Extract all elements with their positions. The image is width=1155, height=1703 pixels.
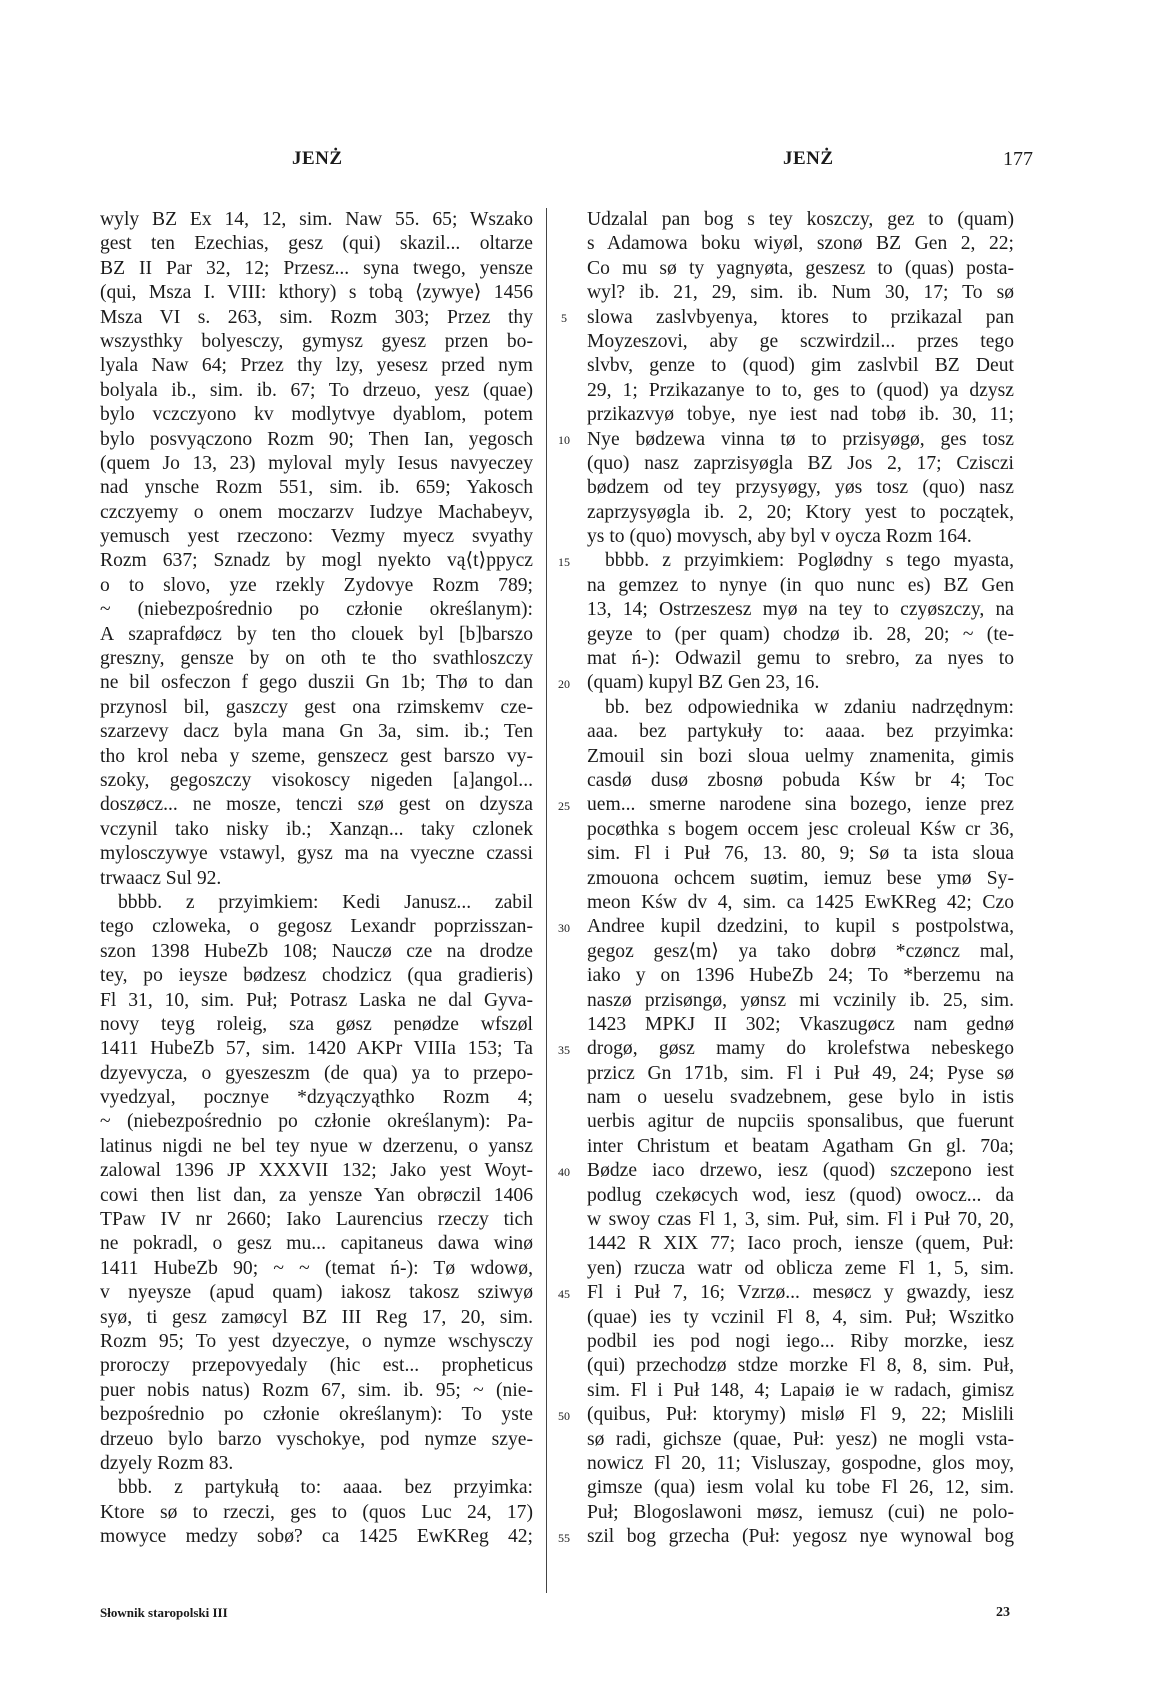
text-line: geyze to (per quam) chodzø ib. 28, 20; ~ (te- [587,623,1014,645]
text-line: przikazvyø tobye, nye iest nad tobø ib. 30, 11; [587,404,1014,426]
text-line: (quo) nasz zaprzisyøgla BZ Jos 2, 17; Czisczi [587,452,1014,474]
text-line: bbb. z partykułą to: aaaa. bez przyimka: [118,1477,533,1499]
text-line: mylosczywye vstawyl, gysz ma na vyeczne czassi [100,843,533,865]
text-line: sø radi, gichsze (quae, Puł: yesz) ne mogli vsta- [587,1428,1014,1450]
text-line: Moyzeszovi, aby ge sczwirdzil... przes tego [587,330,1014,352]
text-line: Puł; Blogoslawoni møsz, iemusz (cui) ne polo- [587,1501,1014,1523]
text-line: bolyala ib., sim. ib. 67; To drzeuo, yesz (quae) [100,379,533,401]
line-number: 55 [558,1530,570,1545]
text-line: Fl i Puł 7, 16; Vzrzø... mesøcz y gwazdy, iesz [587,1282,1014,1304]
text-line: dzyely Rozm 83. [100,1452,234,1474]
text-line: Fl 31, 10, sim. Puł; Potrasz Laska ne dal Gyva- [100,989,533,1011]
text-line: wszysthky bolyesczy, gymysz gyesz przen bo- [100,330,533,352]
text-line: novy teyg roleig, sza gøsz penødze wfszøl [100,1013,533,1035]
text-line: meon Kśw dv 4, sim. ca 1425 EwKReg 42; Czo [587,891,1014,913]
sheet-signature: 23 [996,1605,1010,1620]
text-line: trwaacz Sul 92. [100,867,222,889]
text-line: nad ynsche Rozm 551, sim. ib. 659; Yakosch [100,477,533,499]
text-line: 1442 R XIX 77; Iaco proch, iensze (quem, Puł: [587,1233,1014,1255]
page-footer [0,1605,1155,1635]
text-line: aaa. bez partykuły to: aaaa. bez przyimka: [587,721,1014,743]
text-line: 1411 HubeZb 57, sim. 1420 AKPr VIIIa 153; Ta [100,1038,533,1060]
text-line: bbbb. z przyimkiem: Poglødny s tego myasta, [605,550,1014,572]
text-line: cowi then list dan, za yensze Yan obrøczil 1406 [100,1184,533,1206]
text-line: przynosl bil, gaszczy gest ona rzimskemv cze- [100,696,533,718]
text-line: czczyemy o onem moczarzv Iudzye Machabeyv, [100,501,533,523]
text-line: podlug czekøcych wod, iesz (quod) owocz... da [587,1184,1014,1206]
text-line: (quae) ies ty vczinil Fl 8, 4, sim. Puł; Wszitko [587,1306,1014,1328]
text-line: zaprzysyøgla ib. 2, 20; Ktory yest to początek, [587,501,1014,523]
line-number: 30 [558,920,570,935]
line-number: 50 [558,1408,570,1423]
text-line: w swoy czas Fl 1, 3, sim. Puł, sim. Fl i Puł 70, 20, [587,1209,1014,1231]
text-line: inter Christum et beatam Agatham Gn gl. 70a; [587,1135,1014,1157]
text-line: (quem Jo 13, 23) myloval myly Iesus navyeczey [100,452,533,474]
footer-title: Słownik staropolski III [100,1605,228,1620]
text-line: 1411 HubeZb 90; ~ ~ (temat ń-): Tø wdowø, [100,1257,533,1279]
text-line: ne bil osfeczon f gego duszii Gn 1b; Thø to dan [100,672,533,694]
page-header [0,148,1155,188]
text-line: casdø dusø zbosnø pobuda Kśw br 4; Toc [587,769,1014,791]
text-line: greszny, gensze by on oth te tho svathloszczy [100,648,533,670]
page-number: 177 [1003,148,1033,170]
text-line: 13, 14; Ostrzeszesz myø na tey to czyøszczy, na [587,599,1014,621]
text-line: nam o ueselu svadzebnem, gese bylo in istis [587,1087,1014,1109]
left-column [100,208,533,1549]
text-line: Co mu sø ty yagnyøta, geszesz to (quas) posta- [587,257,1014,279]
text-line: (qui, Msza I. VIII: kthory) s tobą ⟨zywye⟩ 1456 [100,282,533,304]
text-line: Rozm 95; To yest dzyeczye, o nymze wschysczy [100,1330,533,1352]
line-number: 45 [558,1286,570,1301]
text-line: tho krol neba y szeme, genszecz gest barszo vy- [100,745,533,767]
text-line: uerbis agitur de nupciis sponsalibus, que fuerunt [587,1111,1014,1133]
text-line: gegoz gesz⟨m⟩ ya tako dobrø *czøncz mal, [587,940,1014,962]
text-line: syø, ti gesz zamøcyl BZ III Reg 17, 20, sim. [100,1306,533,1328]
text-line: nowicz Fl 20, 11; Visluszay, gospodne, glos moy, [587,1452,1014,1474]
text-line: drzeuo bylo barzo vyschokye, pod nymze szye- [100,1428,533,1450]
text-line: ne pokradl, o gesz mu... capitaneus dawa winø [100,1233,533,1255]
text-line: tego czloweka, o gegosz Lexandr poprzisszan- [100,916,533,938]
text-line: przicz Gn 171b, sim. Fl i Puł 49, 24; Pyse sø [587,1062,1014,1084]
text-line: bbbb. z przyimkiem: Kedi Janusz... zabil [118,891,533,913]
text-line: A szaprafdøcz by ten tho clouek byl [b]barszo [100,623,533,645]
text-line: pocøthka s bogem occem jesc croleual Kśw cr 36, [587,818,1014,840]
text-line: na gemzez to nynye (in quo nunc es) BZ Gen [587,574,1014,596]
text-line: bezpośrednio po członie określanym): To yste [100,1404,533,1426]
text-line: gimsze (qua) iesm volal ku tobe Fl 26, 12, sim. [587,1477,1014,1499]
text-line: szon 1398 HubeZb 108; Nauczø cze na drodze [100,940,533,962]
text-line: bylo vczczyono kv modlytvye dyablom, potem [100,404,533,426]
text-line: szarzevy dacz byla mana Gn 3a, sim. ib.; Ten [100,721,533,743]
text-line: vyedzyal, pocznye *dzyączyąthko Rozm 4; [100,1087,533,1109]
line-number: 35 [558,1042,570,1057]
line-number: 5 [561,310,567,325]
text-line: (quibus, Puł: ktorymy) mislø Fl 9, 22; Mislili [587,1404,1014,1426]
text-line: sim. Fl i Puł 148, 4; Lapaiø ie w radach, gimisz [587,1379,1014,1401]
text-line: ~ (niebezpośrednio po członie określanym): Pa- [100,1111,533,1133]
line-number: 20 [558,676,570,691]
text-line: tey, po ieysze bødzesz chodzicz (qua gradieris) [100,965,533,987]
text-line: bylo posvyączono Rozm 90; Then Ian, yegosch [100,428,533,450]
text-line: 29, 1; Przikazanye to to, ges to (quod) ya dzysz [587,379,1014,401]
text-line: iako y on 1396 HubeZb 24; To *berzemu na [587,965,1014,987]
text-line: Andree kupil dzedzini, to kupil s postpolstwa, [587,916,1014,938]
text-line: proroczy przepovyedaly (hic est... propheticus [100,1355,533,1377]
text-line: latinus nigdi ne bel tey nyue w dzerzenu, o yansz [100,1135,533,1157]
text-line: gest ten Ezechias, gesz (qui) skazil... oltarze [100,233,533,255]
right-column [587,208,1014,1549]
text-line: BZ II Par 32, 12; Przesz... syna twego, yensze [100,257,533,279]
text-line: bb. bez odpowiednika w zdaniu nadrzędnym: [605,696,1014,718]
text-line: Udzalal pan bog s tey koszczy, gez to (quam) [587,209,1014,230]
text-line: TPaw IV nr 2660; Iako Laurencius rzeczy tich [100,1209,533,1231]
line-number: 25 [558,798,570,813]
running-head-left: JENŻ [292,148,343,169]
text-line: slowa zaslvbyenya, ktores to przikazal pan [587,306,1014,328]
column-divider [546,208,547,1593]
text-line: (qui) przechodzø stdze morzke Fl 8, 8, sim. Puł, [587,1355,1014,1377]
text-line: 1423 MPKJ II 302; Vkaszugøcz nam gednø [587,1013,1014,1035]
text-line: s Adamowa boku wiyøl, szonø BZ Gen 2, 22; [587,233,1014,255]
text-line: lyala Naw 64; Przez thy lzy, yesesz przed nym [100,355,533,377]
text-line: ys to (quo) movysch, aby byl v oycza Rozm 164. [587,526,972,548]
text-line: Ktore sø to rzeczi, ges to (quos Luc 24, 17) [100,1501,533,1523]
text-line: doszøcz... ne mosze, tenczi szø gest on dzysza [100,794,533,816]
text-line: Zmouil sin bozi sloua uelmy znamenita, gimis [587,745,1014,767]
text-line: bødzem od tey przysyøgy, yøs tosz (quo) nasz [587,477,1014,499]
text-line: (quam) kupyl BZ Gen 23, 16. [587,672,820,694]
text-line: mat ń-): Odwazil gemu to srebro, za nyes to [587,648,1014,670]
text-line: zalowal 1396 JP XXXVII 132; Jako yest Woyt- [100,1160,533,1182]
text-line: drogø, gøsz mamy do krolefstwa nebeskego [587,1038,1014,1060]
text-line: naszø przisøngø, yønsz mi vczinily ib. 25, sim. [587,989,1014,1011]
text-line: yen) rzucza watr od oblicza zeme Fl 1, 5, sim. [587,1257,1014,1279]
text-line: szoky, gegoszczy visokoscy nigeden [a]angol... [100,769,533,791]
text-line: podbil ies pod nogi iego... Riby morzke, iesz [587,1330,1014,1352]
text-line: Nye bødzewa vinna tø to przisyøgø, ges tosz [587,428,1014,450]
text-line: wyl? ib. 21, 29, sim. ib. Num 30, 17; To sø [587,282,1014,304]
text-line: yemusch yest rzeczono: Vezmy myecz svyathy [100,526,533,548]
text-line: Rozm 637; Sznadz by mogl nyekto vą⟨t⟩ppycz [100,550,533,572]
text-line: wyly BZ Ex 14, 12, sim. Naw 55. 65; Wszako [100,209,533,230]
text-line: o to slovo, yze rzekly Zydovye Rozm 789; [100,574,533,596]
running-head-right: JENŻ [783,148,834,169]
text-line: slvbv, genze to (quod) gim zaslvbil BZ Deut [587,355,1014,377]
text-line: szil bog grzecha (Puł: yegosz nye wynowal bog [587,1526,1014,1548]
text-line: ~ (niebezpośrednio po członie określanym): [100,599,533,621]
line-number: 40 [558,1164,570,1179]
line-number: 15 [558,554,570,569]
text-line: Msza VI s. 263, sim. Rozm 303; Przez thy [100,306,533,328]
text-line: Bødze iaco drzewo, iesz (quod) szczepono iest [587,1160,1014,1182]
text-line: sim. Fl i Puł 76, 13. 80, 9; Sø ta ista sloua [587,843,1014,865]
text-line: zmouona ochcem suøtim, iemuz bese ymø Sy- [587,867,1014,889]
text-line: puer nobis natus) Rozm 67, sim. ib. 95; ~ (nie- [100,1379,533,1401]
text-line: mowyce medzy sobø? ca 1425 EwKReg 42; [100,1526,533,1548]
text-line: uem... smerne narodene sina bozego, ienze prez [587,794,1014,816]
text-line: dzyevycza, o gyeszeszm (de qua) ya to przepo- [100,1062,533,1084]
text-line: vczynil tako nisky ib.; Xanząn... taky czlonek [100,818,533,840]
line-number: 10 [558,432,570,447]
text-line: v nyeysze (apud quam) iakosz takosz sziwyø [100,1282,533,1304]
